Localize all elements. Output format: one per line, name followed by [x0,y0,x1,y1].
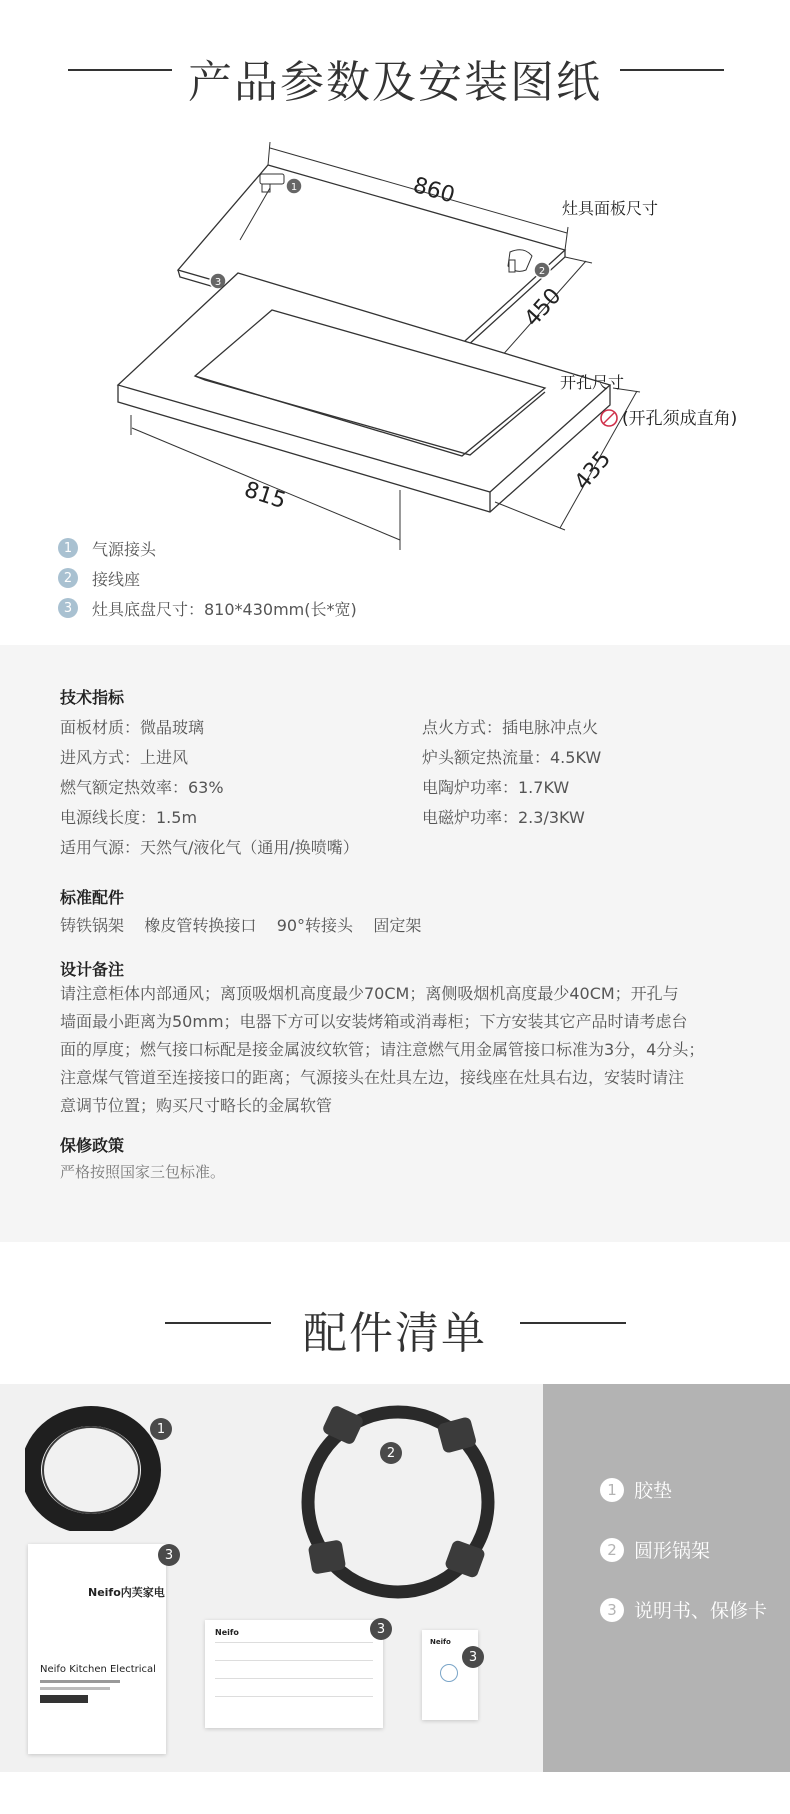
manual-tag [40,1695,88,1703]
diagram-legend [58,533,357,623]
small-card-brand: Neifo [430,1638,451,1646]
dimension-435-label: 435 [569,446,617,495]
spec-item: 电源线长度：1.5m [60,808,198,827]
manual-subtitle-line [40,1680,120,1683]
panel-size-label: 灶具面板尺寸 [562,199,659,218]
title-rule-right [620,69,724,71]
panel-item-gasket [600,1476,672,1503]
legend-item-terminal [58,563,357,593]
legend-number-icon: 2 [58,568,78,588]
legend-item-gas [58,533,357,563]
manual-title: Neifo Kitchen Electrical [40,1664,156,1675]
legend-text: 气源接头 [92,539,157,559]
panel-item-label: 圆形锅架 [634,1540,711,1562]
small-card [422,1630,478,1720]
dimension-450-label: 450 [519,283,567,332]
accessories-photo [0,1384,543,1772]
panel-number-icon: 1 [600,1478,624,1502]
legend-number-icon: 1 [58,538,78,558]
manual-subtitle-line [40,1687,110,1690]
spec-item: 进风方式：上进风 [60,748,189,767]
right-angle-marker-icon [601,410,617,426]
accessories-section [0,1242,790,1814]
design-line: 请注意柜体内部通风；离顶吸烟机高度最少70CM；离侧吸烟机高度最少40CM；开孔与 [60,984,679,1003]
badge-manual: 3 [158,1544,180,1566]
badge-pot-stand: 2 [380,1442,402,1464]
section-title: 产品参数及安装图纸 [188,57,602,108]
badge-gasket: 1 [150,1418,172,1440]
spec-item: 点火方式：插电脉冲点火 [422,718,599,737]
legend-number-icon: 3 [58,598,78,618]
panel-item-label: 说明书、保修卡 [634,1600,768,1622]
accessories-list-panel [543,1384,790,1772]
pot-stand-icon [290,1392,520,1612]
svg-text:2: 2 [538,266,546,277]
spec-item: 适用气源：天然气/液化气（通用/换喷嘴） [60,838,359,857]
spec-item: 电磁炉功率：2.3/3KW [422,808,585,827]
card-brand: Neifo [215,1628,239,1637]
design-line: 面的厚度；燃气接口标配是接金属波纹软管；请注意燃气用金属管接口标准为3分，4分头； [60,1040,705,1059]
cutout-size-label: 开孔尺寸 [560,373,625,392]
spec-item: 电陶炉功率：1.7KW [422,778,570,797]
warranty-heading: 保修政策 [60,1136,125,1155]
panel-item-pot-stand [600,1536,710,1563]
gasket-roll-icon [25,1406,165,1531]
manual-brand: Neifo内芙家电 [88,1586,165,1599]
dimension-860-label: 860 [410,172,458,209]
warranty-card [205,1620,383,1728]
marker-1-icon [286,178,302,194]
panel-number-icon: 3 [600,1598,624,1622]
spec-item: 炉头额定热流量：4.5KW [422,748,602,767]
tech-heading: 技术指标 [60,688,125,707]
design-line: 意调节位置；购买尺寸略长的金属软管 [60,1096,333,1115]
panel-item-label: 胶垫 [634,1480,673,1502]
marker-2-icon [534,262,550,278]
diagram-svg [0,130,790,580]
specs-section [0,645,790,1242]
svg-text:3: 3 [214,277,222,288]
accessories-heading: 标准配件 [60,888,125,907]
panel-item-manual [600,1596,767,1623]
svg-text:1: 1 [290,182,298,193]
warranty-text: 严格按照国家三包标准。 [60,1163,226,1181]
legend-item-chassis [58,593,357,623]
badge-warranty-card: 3 [370,1618,392,1640]
legend-text: 接线座 [92,569,141,589]
cutout-note: (开孔须成直角) [622,409,738,429]
design-heading: 设计备注 [60,960,125,979]
design-line: 墙面最小距离为50mm；电器下方可以安装烤箱或消毒柜；下方安装其它产品时请考虑台 [60,1012,688,1031]
installation-section [0,0,790,645]
accessories-line: 铸铁锅架 橡皮管转换接口 90°转接头 固定架 [60,916,422,935]
badge-small-card: 3 [462,1646,484,1668]
acc-rule-right [520,1322,626,1324]
legend-text: 灶具底盘尺寸：810*430mm(长*宽) [92,599,357,619]
design-notes [60,980,740,1120]
installation-diagram [0,130,790,580]
instruction-manual [28,1544,166,1754]
spec-item: 面板材质：微晶玻璃 [60,718,205,737]
panel-number-icon: 2 [600,1538,624,1562]
accessories-title: 配件清单 [303,1308,487,1359]
spec-item: 燃气额定热效率：63% [60,778,224,797]
design-line: 注意煤气管道至连接接口的距离；气源接头在灶具左边，接线座在灶具右边，安装时请注 [60,1068,685,1087]
dimension-815-label: 815 [241,477,289,515]
